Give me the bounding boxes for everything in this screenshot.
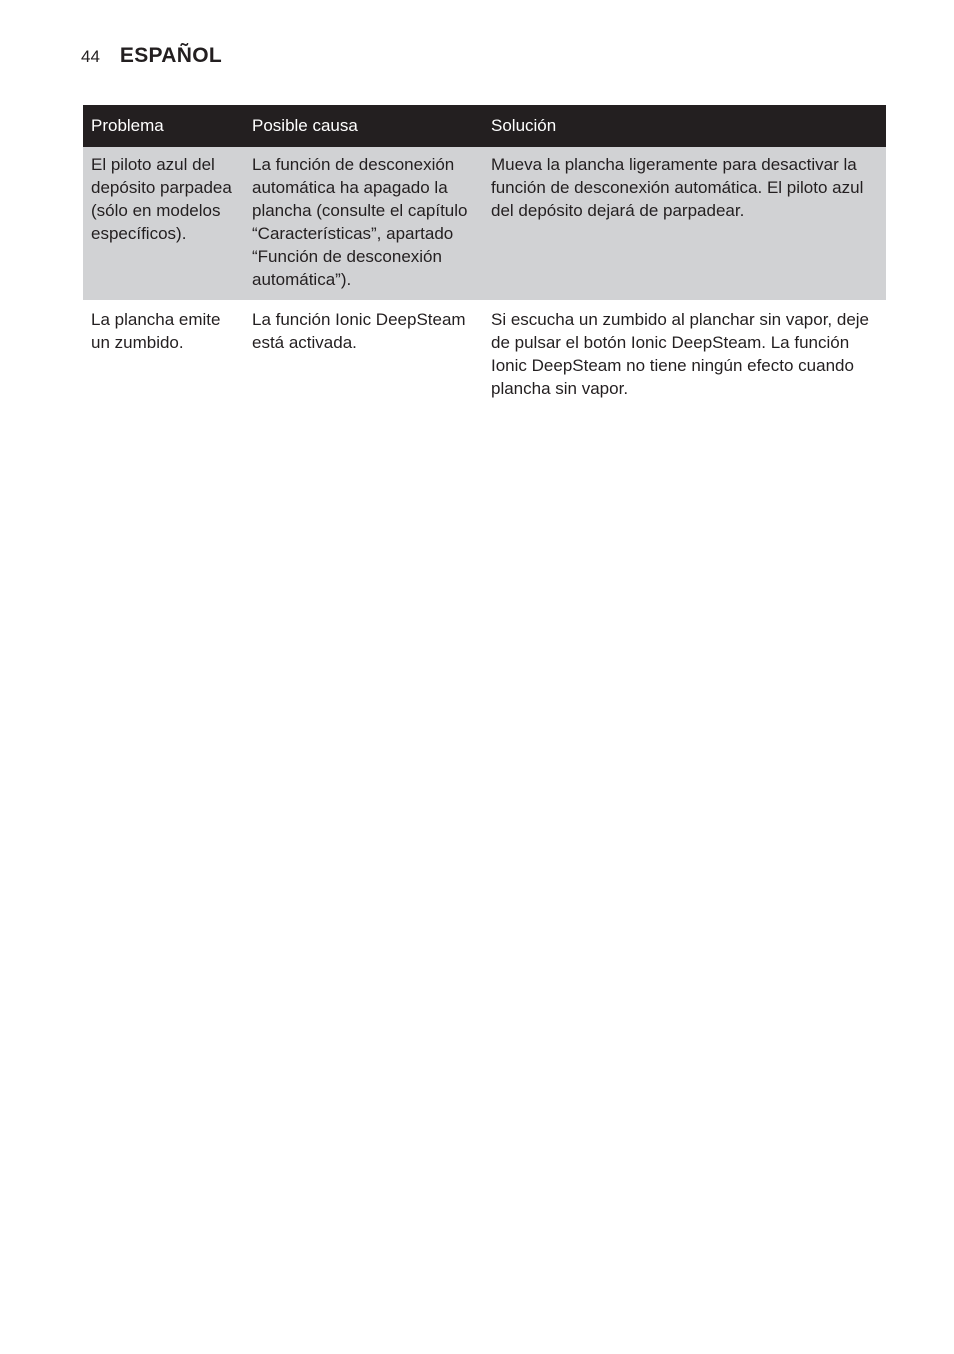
- column-header-problem: Problema: [83, 105, 244, 147]
- table-row: [83, 147, 886, 300]
- table-header-row: [83, 105, 886, 147]
- troubleshooting-table: [83, 105, 886, 409]
- table-row: [83, 300, 886, 409]
- cell-problem: El piloto azul del depósito parpadea (sólo en modelos específicos).: [83, 147, 244, 300]
- column-header-cause: Posible causa: [244, 105, 483, 147]
- page-header: [81, 44, 222, 68]
- page-number: 44: [81, 47, 100, 66]
- section-title: ESPAÑOL: [119, 44, 222, 67]
- column-header-solution: Solución: [483, 105, 886, 147]
- cell-cause: La función de desconexión automática ha apagado la plancha (consulte el capítulo “Características”, apartado “Función de desconexión automática”).: [244, 147, 483, 300]
- cell-solution: Mueva la plancha ligeramente para desactivar la función de desconexión automática. El piloto azul del depósito dejará de parpadear.: [483, 147, 886, 300]
- cell-problem: La plancha emite un zumbido.: [83, 300, 244, 409]
- cell-solution: Si escucha un zumbido al planchar sin vapor, deje de pulsar el botón Ionic DeepSteam. La función Ionic DeepSteam no tiene ningún efecto cuando plancha sin vapor.: [483, 300, 886, 409]
- table-header: [83, 105, 886, 147]
- cell-cause: La función Ionic DeepSteam está activada.: [244, 300, 483, 409]
